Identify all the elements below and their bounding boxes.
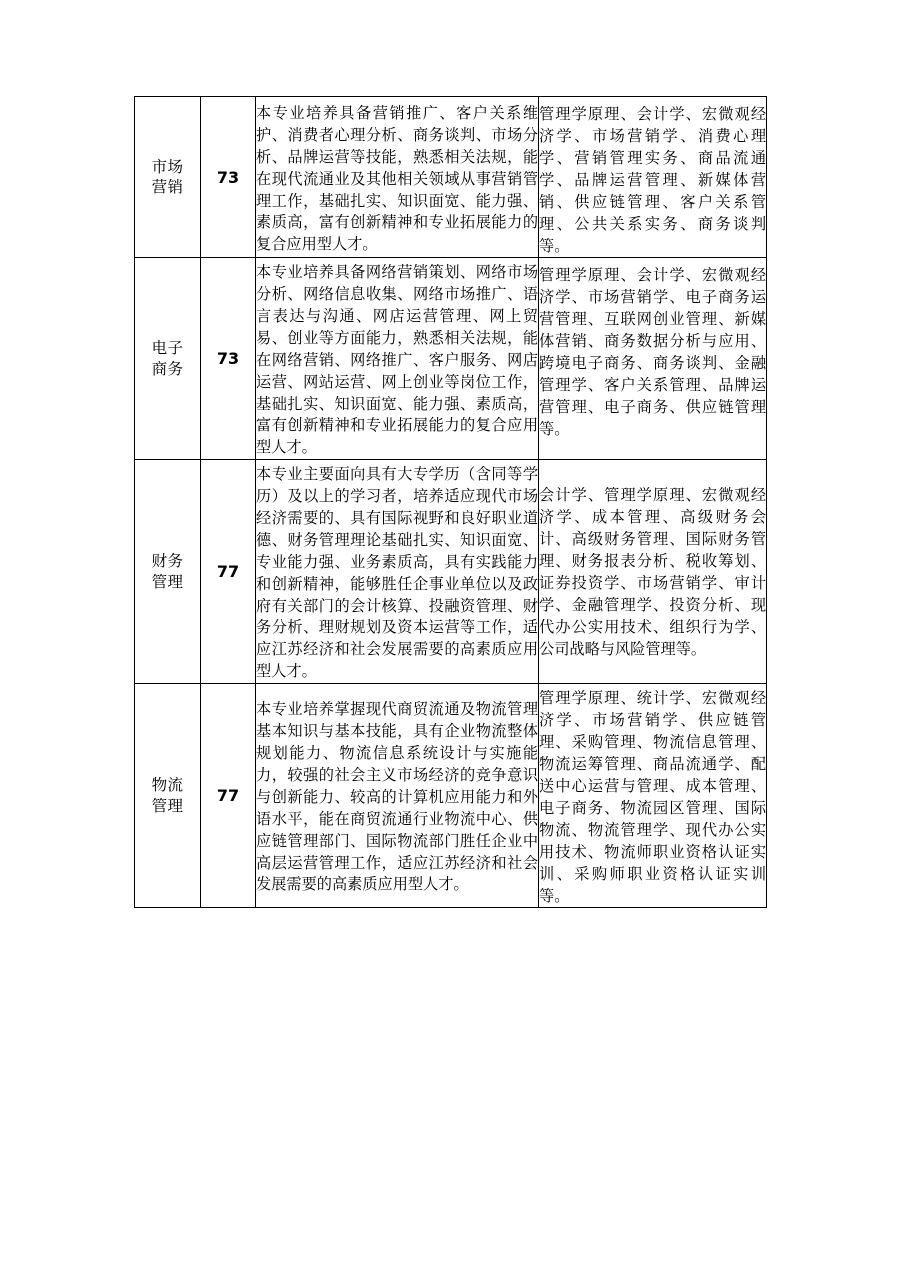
major-name-cell <box>135 97 201 258</box>
credits-cell: 77 <box>201 684 256 908</box>
training-goal-cell: 本专业培养具备网络营销策划、网络市场分析、网络信息收集、网络市场推广、语言表达与沟通、网店运营管理、网上贸易、创业等方面能力，熟悉相关法规，能在网络营销、网络推广、客户服务、网店运营、网站运营、网上创业等岗位工作，基础扎实、知识面宽、能力强、素质高，富有创新精神和专业拓展能力的复合应用型人才。 <box>256 258 539 460</box>
credits-cell: 73 <box>201 258 256 460</box>
training-goal-cell: 本专业培养掌握现代商贸流通及物流管理基本知识与基本技能，具有企业物流整体规划能力、物流信息系统设计与实施能力，较强的社会主义市场经济的竞争意识与创新能力、较高的计算机应用能力和外语水平，能在商贸流通行业物流中心、供应链管理部门、国际物流部门胜任企业中高层运营管理工作，适应江苏经济和社会发展需要的高素质应用型人才。 <box>256 684 539 908</box>
credits-cell: 73 <box>201 97 256 258</box>
major-name-line: 营销 <box>151 178 184 197</box>
major-name-line: 电子 <box>151 339 184 358</box>
curriculum-table <box>134 96 767 908</box>
major-name-line: 物流 <box>151 776 184 795</box>
training-goal-cell: 本专业主要面向具有大专学历（含同等学历）及以上的学习者，培养适应现代市场经济需要的、具有国际视野和良好职业道德、财务管理理论基础扎实、知识面宽、专业能力强、业务素质高，具有实践能力和创新精神，能够胜任企事业单位以及政府有关部门的会计核算、投融资管理、财务分析、理财规划及资本运营等工作，适应江苏经济和社会发展需要的高素质应用型人才。 <box>256 460 539 684</box>
major-name-cell <box>135 460 201 684</box>
core-courses-cell: 会计学、管理学原理、宏微观经济学、成本管理、高级财务会计、高级财务管理、国际财务管理、财务报表分析、税收筹划、证券投资学、市场营销学、审计学、金融管理学、投资分析、现代办公实用技术、组织行为学、公司战略与风险管理等。 <box>539 460 767 684</box>
training-goal-cell: 本专业培养具备营销推广、客户关系维护、消费者心理分析、商务谈判、市场分析、品牌运营等技能，熟悉相关法规，能在现代流通业及其他相关领域从事营销管理工作，基础扎实、知识面宽、能力强、素质高，富有创新精神和专业拓展能力的复合应用型人才。 <box>256 97 539 258</box>
major-name-cell <box>135 684 201 908</box>
major-name-line: 财务 <box>151 552 184 571</box>
table-row <box>135 97 767 258</box>
major-name-line: 商务 <box>151 359 184 378</box>
major-name-cell <box>135 258 201 460</box>
major-name-line: 管理 <box>151 796 184 815</box>
table-row <box>135 258 767 460</box>
major-name-line: 管理 <box>151 572 184 591</box>
credits-cell: 77 <box>201 460 256 684</box>
core-courses-cell: 管理学原理、统计学、宏微观经济学、市场营销学、供应链管理、采购管理、物流信息管理、物流运筹管理、商品流通学、配送中心运营与管理、成本管理、电子商务、物流园区管理、国际物流、物流管理学、现代办公实用技术、物流师职业资格认证实训、采购师职业资格认证实训等。 <box>539 684 767 908</box>
table-row <box>135 460 767 684</box>
major-name-line: 市场 <box>151 157 184 176</box>
table-body <box>135 97 767 908</box>
table-row <box>135 684 767 908</box>
core-courses-cell: 管理学原理、会计学、宏微观经济学、市场营销学、消费心理学、营销管理实务、商品流通学、品牌运营管理、新媒体营销、供应链管理、客户关系管理、公共关系实务、商务谈判等。 <box>539 97 767 258</box>
core-courses-cell: 管理学原理、会计学、宏微观经济学、市场营销学、电子商务运营管理、互联网创业管理、新媒体营销、商务数据分析与应用、跨境电子商务、商务谈判、金融管理学、客户关系管理、品牌运营管理、电子商务、供应链管理等。 <box>539 258 767 460</box>
